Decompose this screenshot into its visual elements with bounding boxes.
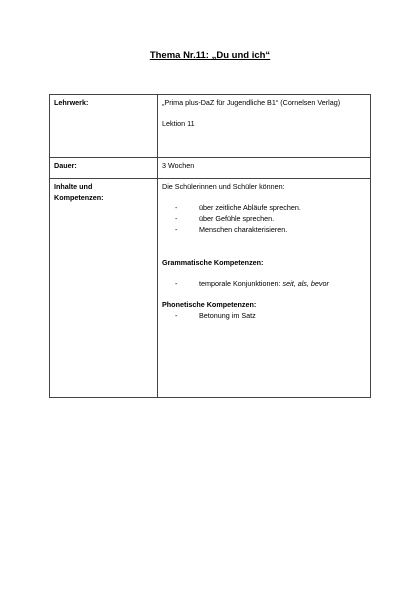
spacer: [162, 290, 366, 301]
list-item: - über Gefühle sprechen.: [175, 214, 366, 225]
dauer-label: Dauer:: [50, 158, 158, 179]
grammar-heading: Grammatische Kompetenzen:: [162, 257, 264, 267]
inhalte-value-cell: [158, 179, 371, 398]
skills-intro: Die Schülerinnen und Schüler können:: [162, 182, 285, 191]
table-row-dauer: [50, 158, 371, 179]
phonetics-heading: Phonetische Kompetenzen:: [162, 300, 257, 310]
dauer-value: 3 Wochen: [158, 158, 371, 179]
lehrwerk-value-cell: [158, 95, 371, 158]
spacer: [162, 268, 366, 279]
inhalte-label: [50, 179, 158, 398]
lesson-plan-table: [49, 94, 371, 398]
spacer: [162, 109, 366, 120]
spacer: [162, 193, 366, 204]
grammar-list: [162, 279, 366, 290]
grammar-item-text: temporale Konjunktionen:: [199, 278, 283, 288]
lehrwerk-book: „Prima plus-DaZ für Jugendliche B1“ (Cornelsen Verlag): [162, 98, 341, 107]
spacer: [162, 236, 366, 258]
list-item: - über zeitliche Abläufe sprechen.: [175, 203, 366, 214]
table-row-lehrwerk: [50, 95, 371, 158]
table-row-inhalte: [50, 179, 371, 398]
list-item: - Betonung im Satz: [175, 311, 366, 322]
inhalte-label-line1: Inhalte und: [54, 182, 93, 191]
list-item: - Menschen charakterisieren.: [175, 225, 366, 236]
page-title: Thema Nr.11: „Du und ich“: [149, 50, 271, 61]
list-item: [175, 279, 366, 290]
grammar-item-examples: seit, als, bevor: [282, 278, 329, 288]
phonetics-list: [162, 311, 366, 322]
lehrwerk-label: Lehrwerk:: [50, 95, 158, 158]
inhalte-label-line2: Kompetenzen:: [54, 192, 104, 202]
lehrwerk-lesson: Lektion 11: [162, 119, 195, 129]
skills-list: [162, 203, 366, 235]
